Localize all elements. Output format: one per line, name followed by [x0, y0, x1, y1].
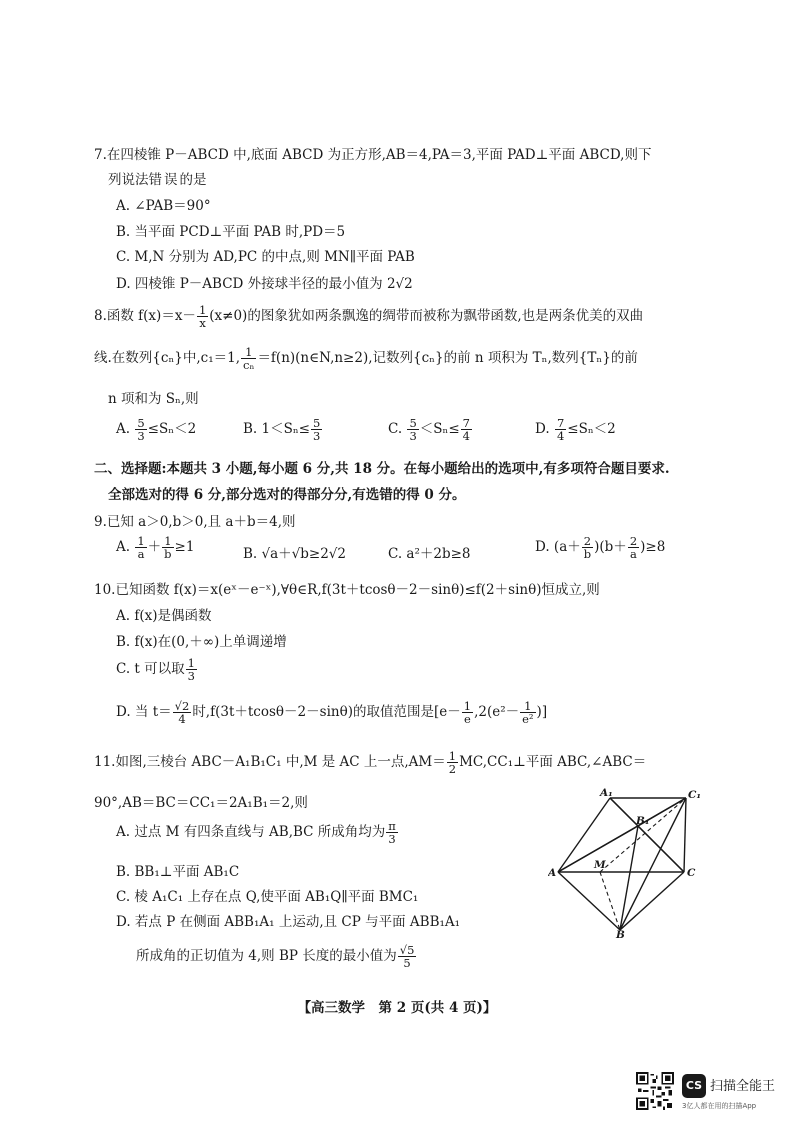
- qr-code-icon: [636, 1072, 674, 1110]
- q9-option-d: D. (a＋ $\frac{2}{b}$ )(b＋ $\frac{2}{a}$ )≥8: [535, 534, 666, 562]
- q10-option-c: C. t 可以取 $\frac{1}{3}$: [116, 656, 195, 684]
- edge-AB: [558, 872, 620, 930]
- edge-CC1: [684, 798, 686, 872]
- q7-stem-line1: 7.在四棱锥 P－ABCD 中,底面 ABCD 为正方形,AB＝4,PA＝3,平面 PAD⊥平面 ABCD,则下: [94, 147, 652, 163]
- q9-stem: 9.已知 a＞0,b＞0,且 a＋b＝4,则: [94, 514, 296, 530]
- q10-option-b: B. f(x)在(0,＋∞)上单调递增: [116, 634, 287, 650]
- q8-stem-line3: n 项和为 Sₙ,则: [108, 391, 199, 407]
- label-B1: B₁: [636, 815, 650, 827]
- fraction-1-over-x: $\frac{1}{x}$: [198, 303, 207, 331]
- emphasis-word: 错误: [148, 172, 180, 188]
- page-footer: 【高三数学 第 2 页(共 4 页)】: [297, 1000, 497, 1016]
- q10-option-d: D. 当 t＝ $\frac{√2}{4}$ 时,f(3t＋tcosθ－2－sinθ)的取值范围是[e－ $\frac{1}{e}$ ,2(e²－ $\frac{1}{\text{e²}}$ )]: [116, 699, 548, 727]
- q11-option-a: A. 过点 M 有四条直线与 AB,BC 所成角均为 $\frac{\pi}{3}$: [116, 819, 396, 847]
- label-B: B: [616, 929, 625, 938]
- fraction-1-over-cn: $\frac{1}{\text{cₙ}}$: [243, 345, 255, 373]
- label-C1: C₁: [688, 789, 701, 801]
- q8-stem-line1: 8.函数 f(x)＝x－ $\frac{1}{x}$ (x≠0)的图象犹如两条飘逸的绸带而被称为飘带函数,也是两条优美的双曲: [94, 303, 644, 331]
- q7-stem-line2: 列说法错误的是: [108, 172, 207, 188]
- q7-option-d: D. 四棱锥 P－ABCD 外接球半径的最小值为 2√2: [116, 276, 413, 292]
- label-C: C: [687, 867, 696, 879]
- q9-option-a: A. $\frac{1}{a}$ ＋ $\frac{1}{b}$ ≥1: [116, 534, 195, 562]
- q8-option-d: D. $\frac{7}{4}$ ≤Sₙ＜2: [535, 416, 616, 444]
- scanner-app-name: 扫描全能王: [710, 1079, 776, 1094]
- q7-option-c: C. M,N 分别为 AD,PC 的中点,则 MN∥平面 PAB: [116, 249, 415, 265]
- q10-stem: 10.已知函数 f(x)＝x(eˣ－e⁻ˣ),∀θ∈R,f(3t＋tcosθ－2－sinθ)≤f(2＋sinθ)恒成立,则: [94, 582, 600, 598]
- q11-stem-line2: 90°,AB＝BC＝CC₁＝2A₁B₁＝2,则: [94, 795, 308, 811]
- camscanner-logo-icon: CS: [682, 1074, 706, 1098]
- q9-option-c: C. a²＋2b≥8: [388, 546, 471, 562]
- q8-option-a: A. $\frac{5}{3}$ ≤Sₙ＜2: [116, 416, 197, 444]
- q11-stem-line1: 11.如图,三棱台 ABC－A₁B₁C₁ 中,M 是 AC 上一点,AM＝ $\frac{1}{2}$ MC,CC₁⊥平面 ABC,∠ABC＝: [94, 749, 647, 777]
- scanner-tagline: 3亿人都在用的扫描App: [682, 1102, 757, 1110]
- section2-instructions: 全部选对的得 6 分,部分选对的得部分分,有选错的得 0 分。: [108, 487, 466, 503]
- q9-option-b: B. √a＋√b≥2√2: [243, 546, 346, 562]
- label-A1: A₁: [600, 788, 613, 799]
- q10-option-a: A. f(x)是偶函数: [116, 608, 212, 624]
- q11-option-d-line1: D. 若点 P 在侧面 ABB₁A₁ 上运动,且 CP 与平面 ABB₁A₁: [116, 914, 461, 930]
- q11-option-d-line2: 所成角的正切值为 4,则 BP 长度的最小值为 $\frac{√5}{5}$: [136, 943, 415, 971]
- q11-option-b: B. BB₁⊥平面 AB₁C: [116, 864, 240, 880]
- q7-option-b: B. 当平面 PCD⊥平面 PAB 时,PD＝5: [116, 224, 346, 240]
- frustum-figure: [548, 788, 708, 938]
- section2-heading: 二、选择题:本题共 3 小题,每小题 6 分,共 18 分。在每小题给出的选项中,有多项符合题目要求.: [94, 461, 670, 477]
- q8-stem-line2: 线.在数列{cₙ}中,c₁＝1, $\frac{1}{\text{cₙ}}$ ＝f(n)(n∈N,n≥2),记数列{cₙ}的前 n 项积为 Tₙ,数列{Tₙ}的前: [94, 345, 638, 373]
- q8-option-c: C. $\frac{5}{3}$ ＜Sₙ≤ $\frac{7}{4}$: [388, 416, 470, 444]
- edge-BC: [620, 872, 684, 930]
- q8-option-b: B. 1＜Sₙ≤ $\frac{5}{3}$: [243, 416, 321, 444]
- label-A: A: [548, 867, 557, 879]
- q11-option-c: C. 棱 A₁C₁ 上存在点 Q,使平面 AB₁Q∥平面 BMC₁: [116, 889, 419, 905]
- q7-option-a: A. ∠PAB＝90°: [116, 198, 211, 214]
- label-M: M: [594, 859, 606, 871]
- edge-BB1: [620, 826, 638, 930]
